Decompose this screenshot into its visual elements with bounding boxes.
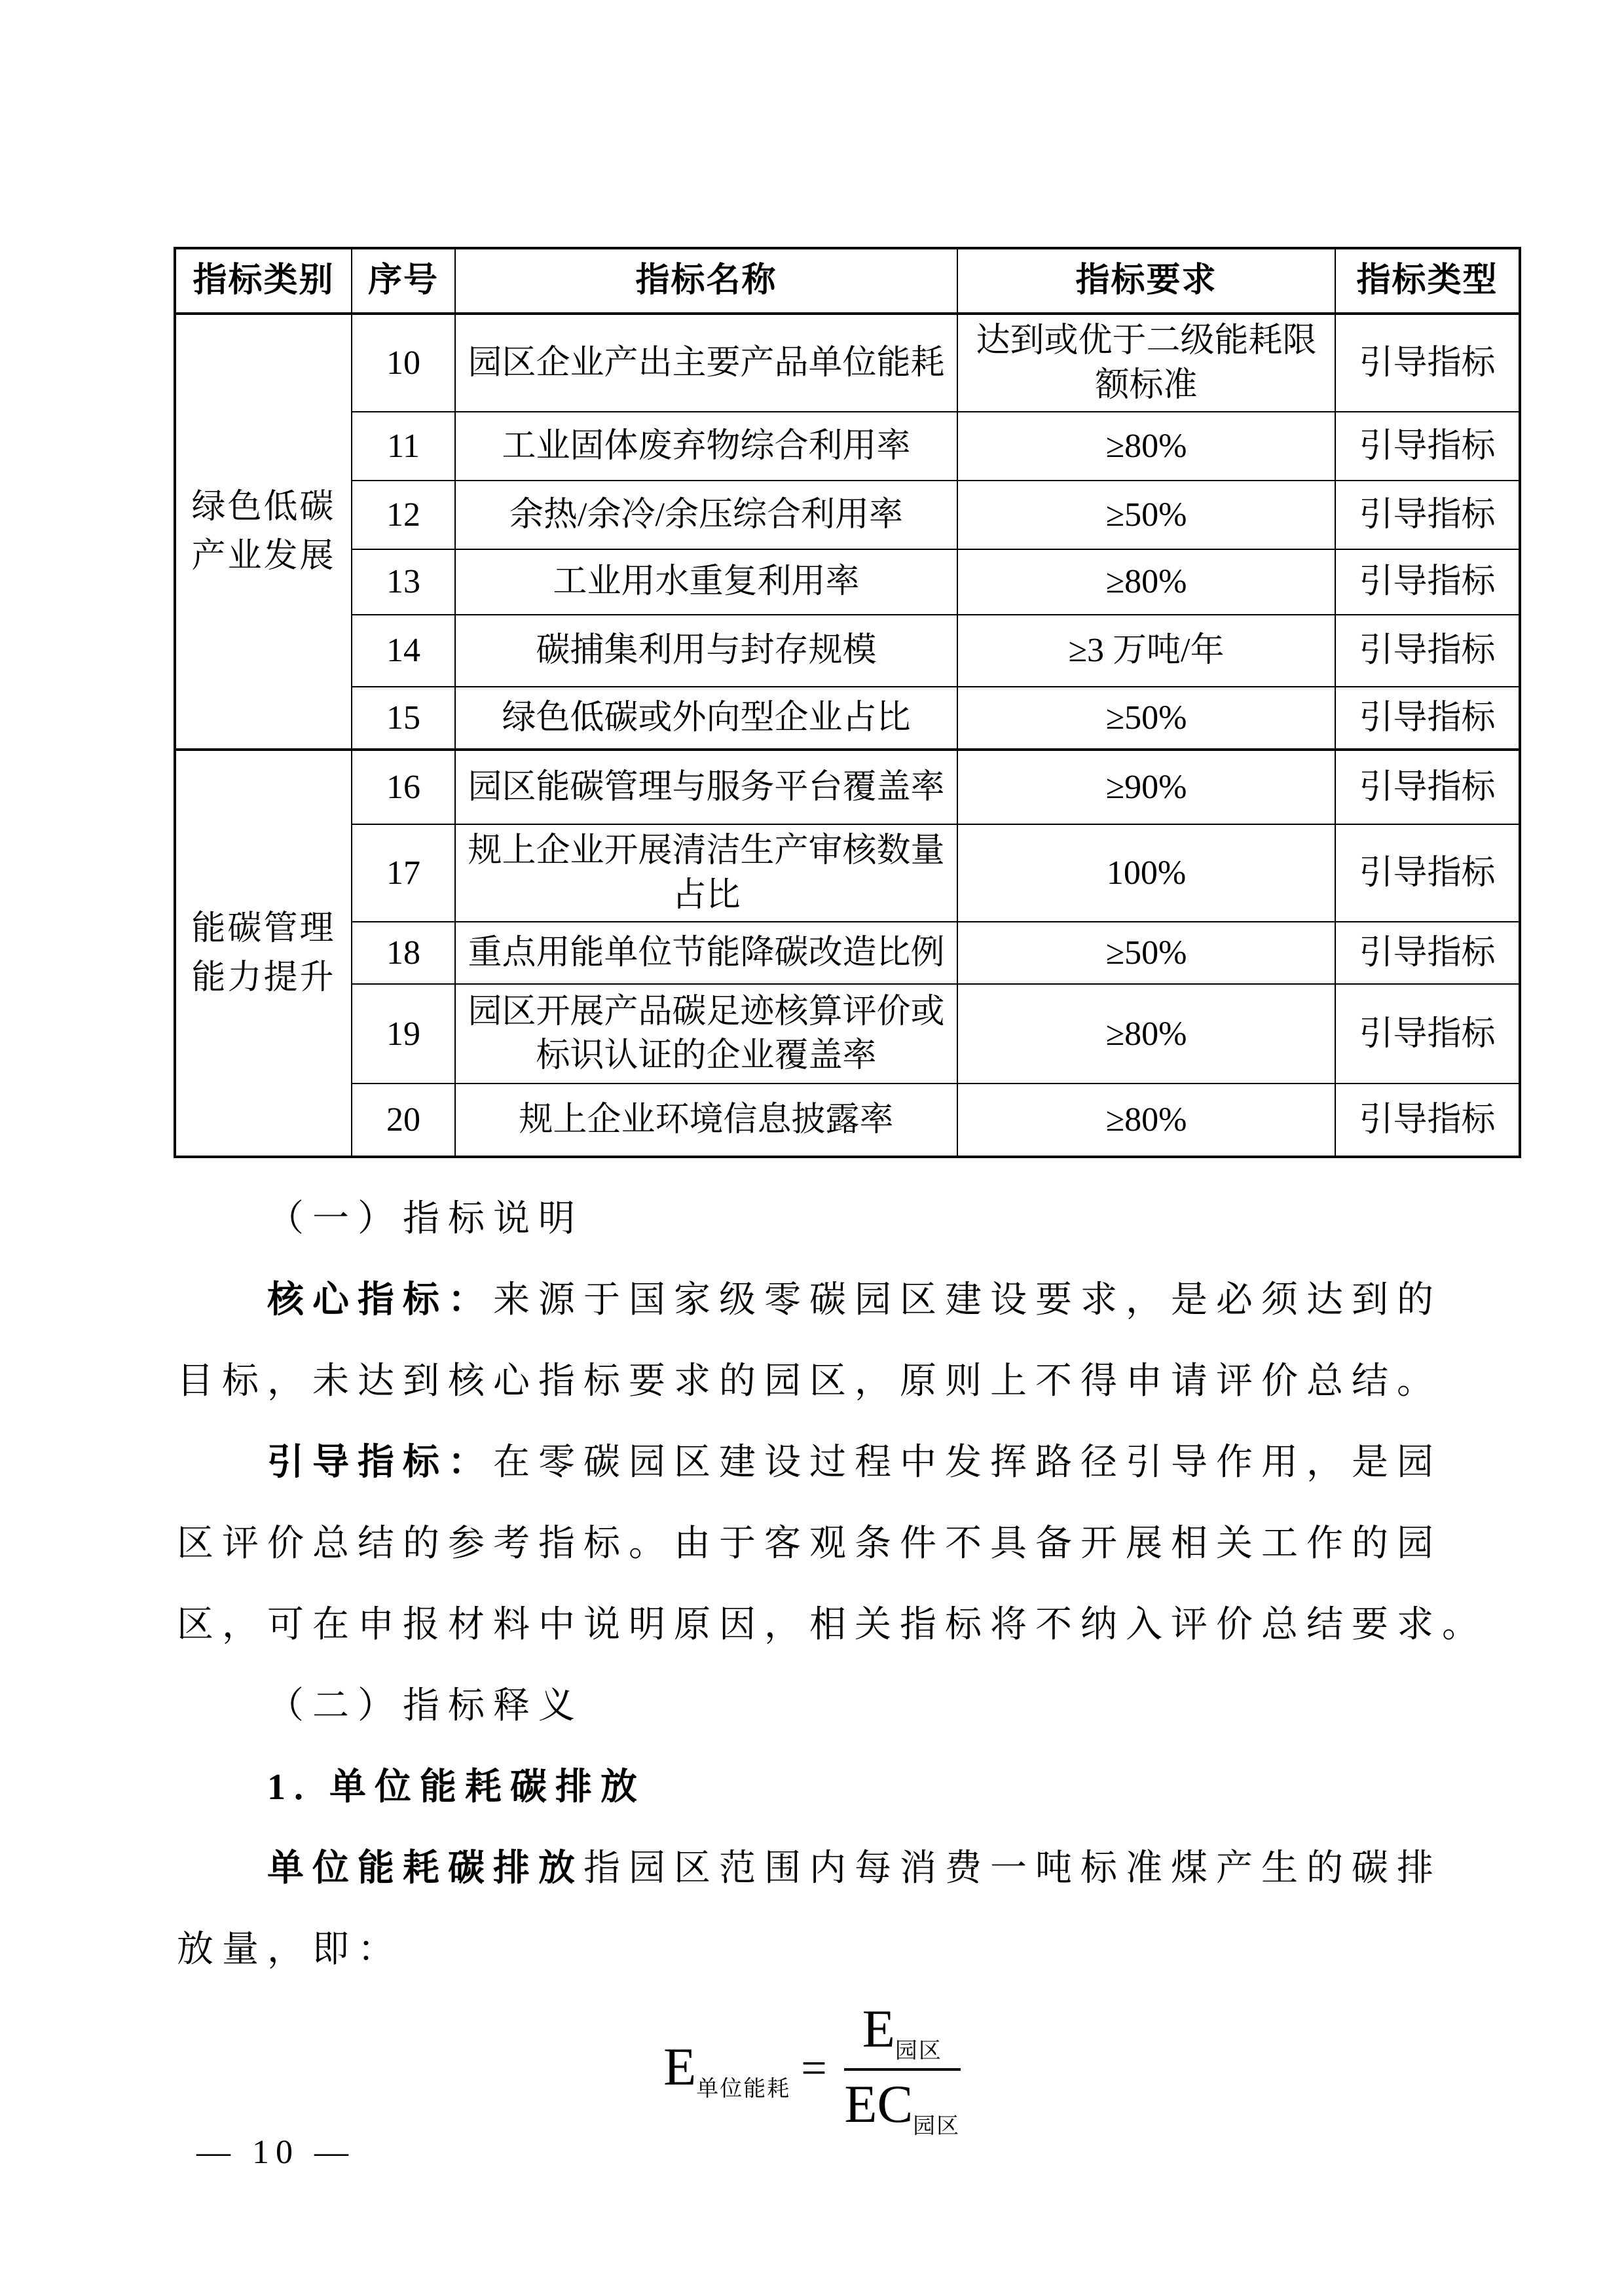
table-row-14 (175, 615, 1520, 687)
cell-requirement: ≥80% (957, 412, 1335, 481)
core-indicator-line2: 目标，未达到核心指标要求的园区，原则上不得申请评价总结。 (177, 1361, 1442, 1402)
item-heading-1: 1. 单位能耗碳排放 (267, 1767, 646, 1808)
formula-denominator-subscript: 园区 (913, 2114, 961, 2139)
cell-no: 15 (352, 687, 455, 750)
cell-type: 引导指标 (1335, 1084, 1520, 1157)
cell-requirement: ≥50% (957, 922, 1335, 984)
cell-name: 余热/余冷/余压综合利用率 (455, 481, 957, 549)
cell-requirement: ≥80% (957, 1084, 1335, 1157)
header-requirement: 指标要求 (957, 248, 1335, 314)
cell-no: 14 (352, 615, 455, 687)
table-row-10 (175, 314, 1520, 412)
cell-name: 规上企业环境信息披露率 (455, 1084, 957, 1157)
cell-no: 10 (352, 314, 455, 412)
table-row-20 (175, 1084, 1520, 1157)
cell-no: 11 (352, 412, 455, 481)
cell-type: 引导指标 (1335, 750, 1520, 824)
table-row-15 (175, 687, 1520, 750)
unit-energy-lead: 单位能耗碳排放 (267, 1848, 583, 1889)
cell-type: 引导指标 (1335, 687, 1520, 750)
paragraph-unit-energy (177, 1828, 1493, 1990)
formula-equals: = (801, 2043, 827, 2094)
cell-name: 园区开展产品碳足迹核算评价或标识认证的企业覆盖率 (455, 984, 957, 1084)
guide-indicator-lead: 引导指标： (267, 1442, 493, 1483)
header-name: 指标名称 (455, 248, 957, 314)
table-header-row (175, 248, 1520, 314)
cell-name: 园区能碳管理与服务平台覆盖率 (455, 750, 957, 824)
guide-indicator-line1: 在零碳园区建设过程中发挥路径引导作用，是园 (493, 1442, 1442, 1483)
formula-lhs-subscript: 单位能耗 (696, 2077, 791, 2102)
cell-requirement: ≥80% (957, 984, 1335, 1084)
cell-requirement: ≥50% (957, 481, 1335, 549)
header-type: 指标类型 (1335, 248, 1520, 314)
cell-type: 引导指标 (1335, 314, 1520, 412)
paragraph-core-indicator (177, 1260, 1493, 1422)
cell-name: 规上企业开展清洁生产审核数量占比 (455, 824, 957, 922)
cell-no: 18 (352, 922, 455, 984)
cell-requirement: ≥80% (957, 549, 1335, 615)
table-row-16 (175, 750, 1520, 824)
cell-name: 绿色低碳或外向型企业占比 (455, 687, 957, 750)
cell-name: 重点用能单位节能降碳改造比例 (455, 922, 957, 984)
header-category: 指标类别 (175, 248, 352, 314)
cell-requirement: 100% (957, 824, 1335, 922)
cell-type: 引导指标 (1335, 549, 1520, 615)
cell-type: 引导指标 (1335, 824, 1520, 922)
guide-indicator-line3: 区，可在申报材料中说明原因，相关指标将不纳入评价总结要求。 (177, 1605, 1487, 1645)
indicator-table-wrapper (174, 247, 1519, 1158)
cell-type: 引导指标 (1335, 481, 1520, 549)
cell-name: 工业固体废弃物综合利用率 (455, 412, 957, 481)
unit-energy-line1: 指园区范围内每消费一吨标准煤产生的碳排 (583, 1848, 1442, 1889)
cell-requirement: ≥50% (957, 687, 1335, 750)
formula-denominator: $EC_{园区}$ (844, 2074, 961, 2139)
table-row-17 (175, 824, 1520, 922)
header-serial: 序号 (352, 248, 455, 314)
formula-fraction (844, 1998, 961, 2140)
table-row-12 (175, 481, 1520, 549)
paragraph-guide-indicator (177, 1422, 1493, 1666)
table-row-13 (175, 549, 1520, 615)
cell-type: 引导指标 (1335, 412, 1520, 481)
formula-unit-energy-emission (0, 1998, 1624, 2140)
cell-requirement: ≥3 万吨/年 (957, 615, 1335, 687)
cell-name: 园区企业产出主要产品单位能耗 (455, 314, 957, 412)
cell-no: 20 (352, 1084, 455, 1157)
cell-name: 碳捕集利用与封存规模 (455, 615, 957, 687)
table-row-11 (175, 412, 1520, 481)
guide-indicator-line2: 区评价总结的参考指标。由于客观条件不具备开展相关工作的园 (177, 1523, 1442, 1564)
category-cell-energy-carbon-management: 能碳管理能力提升 (175, 750, 352, 1157)
formula-numerator-subscript: 园区 (895, 2039, 942, 2064)
cell-type: 引导指标 (1335, 984, 1520, 1084)
formula-numerator: $E_{园区}$ (844, 1998, 961, 2071)
unit-energy-line2: 放量，即： (177, 1929, 403, 1970)
body-text (177, 1178, 1493, 1990)
table-row-19 (175, 984, 1520, 1084)
core-indicator-lead: 核心指标： (267, 1280, 493, 1321)
core-indicator-line1: 来源于国家级零碳园区建设要求，是必须达到的 (493, 1280, 1442, 1321)
section-heading-1: （一）指标说明 (267, 1199, 583, 1239)
formula-lhs: $E_{单位能耗}$ (663, 2036, 791, 2102)
cell-no: 17 (352, 824, 455, 922)
cell-type: 引导指标 (1335, 615, 1520, 687)
category-cell-green-industry: 绿色低碳产业发展 (175, 314, 352, 750)
cell-no: 16 (352, 750, 455, 824)
cell-no: 19 (352, 984, 455, 1084)
indicator-table (174, 247, 1521, 1158)
table-row-18 (175, 922, 1520, 984)
cell-name: 工业用水重复利用率 (455, 549, 957, 615)
cell-no: 12 (352, 481, 455, 549)
cell-requirement: 达到或优于二级能耗限额标准 (957, 314, 1335, 412)
cell-requirement: ≥90% (957, 750, 1335, 824)
cell-no: 13 (352, 549, 455, 615)
section-heading-2: （二）指标释义 (267, 1686, 583, 1726)
page-number: — 10 — (196, 2134, 355, 2171)
cell-type: 引导指标 (1335, 922, 1520, 984)
